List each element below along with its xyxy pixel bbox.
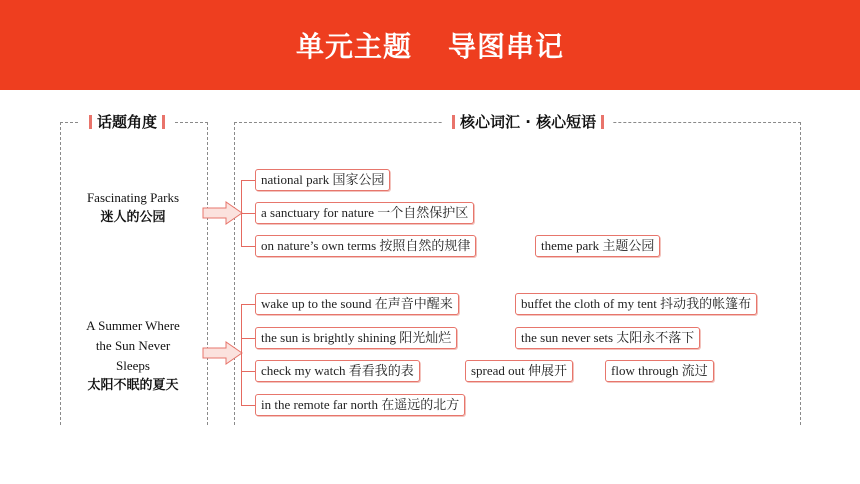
topic-chinese: 太阳不眠的夏天	[87, 378, 179, 393]
topic-panel-title	[80, 112, 174, 132]
topic-english-line-3: Sleeps	[116, 358, 150, 373]
title-unit-theme: 单元主题	[295, 30, 412, 63]
term-box: the sun never sets 太阳永不落下	[515, 327, 700, 349]
bracket-tick	[241, 246, 255, 247]
arrow-right-icon	[202, 200, 244, 226]
term-box: check my watch 看看我的表	[255, 360, 420, 382]
page-title	[0, 0, 860, 90]
term-box: theme park 主题公园	[535, 235, 660, 257]
bracket-tick	[241, 304, 255, 305]
bracket-tick	[241, 338, 255, 339]
topic-english-line-1: A Summer Where	[86, 318, 180, 333]
tag-bar-right	[601, 115, 604, 129]
bracket-tick	[241, 213, 255, 214]
term-box: a sanctuary for nature 一个自然保护区	[255, 202, 474, 224]
term-box: national park 国家公园	[255, 169, 390, 191]
term-box: wake up to the sound 在声音中醒来	[255, 293, 459, 315]
term-box: in the remote far north 在遥远的北方	[255, 394, 465, 416]
bracket-tick	[241, 180, 255, 181]
term-box: the sun is brightly shining 阳光灿烂	[255, 327, 457, 349]
arrow-right-icon	[202, 340, 244, 366]
term-box: buffet the cloth of my tent 抖动我的帐篷布	[515, 293, 757, 315]
tag-bar-left	[452, 115, 455, 129]
topic-panel-label: 话题角度	[97, 113, 158, 131]
term-box: flow through 流过	[605, 360, 714, 382]
bracket-tick	[241, 371, 255, 372]
title-mindmap: 导图串记	[448, 30, 565, 63]
topic-chinese: 迷人的公园	[100, 210, 166, 225]
topic-summer-sun	[62, 316, 204, 396]
topic-fascinating-parks	[62, 188, 204, 228]
vocabulary-panel-title	[443, 112, 613, 132]
bracket-tick	[241, 405, 255, 406]
topic-english-line-2: the Sun Never	[95, 338, 171, 353]
term-box: on nature’s own terms 按照自然的规律	[255, 235, 476, 257]
group-bracket	[241, 304, 242, 405]
tag-bar-right	[162, 115, 165, 129]
topic-english: Fascinating Parks	[86, 190, 180, 205]
tag-bar-left	[89, 115, 92, 129]
term-box: spread out 伸展开	[465, 360, 573, 382]
vocabulary-panel-label: 核心词汇 · 核心短语	[460, 113, 597, 131]
